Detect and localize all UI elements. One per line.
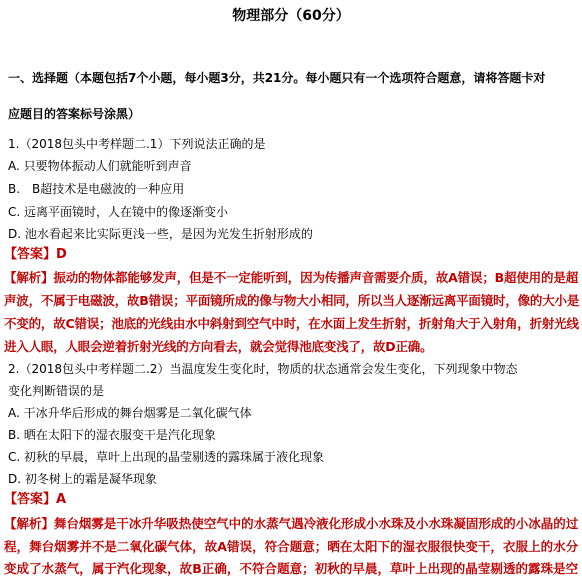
question-1-option-c: C. 远离平面镜时，人在镜中的像逐渐变小: [8, 205, 229, 219]
question-1-option-b: B. B超技术是电磁波的一种应用: [8, 182, 185, 196]
question-2-option-a: A. 干冰升华后形成的舞台烟雾是二氧化碳气体: [8, 406, 252, 420]
question-1-explanation-line: 声波，不属于电磁波，故B错误；平面镜所成的像与物大小相同，所以当人逐渐远离平面镜时，像的大小是: [4, 293, 580, 308]
question-2-answer: 【答案】A: [4, 492, 67, 507]
question-2-option-d: D. 初冬树上的霜是凝华现象: [8, 472, 157, 486]
question-1-explanation-line: 不变的，故C错误；池底的光线由水中斜射到空气中时，在水面上发生折射，折射角大于入射角，折射光线: [4, 316, 579, 331]
question-1-option-d: D. 池水看起来比实际更浅一些，是因为光发生折射形成的: [8, 227, 313, 241]
section-heading-line-2: 应题目的答案标号涂黑）: [8, 107, 141, 121]
question-1-option-a: A. 只要物体振动人们就能听到声音: [8, 159, 192, 173]
question-1-stem: 1.（2018包头中考样题二.1）下列说法正确的是: [8, 137, 266, 151]
question-2-option-c: C. 初秋的早晨，草叶上出现的晶莹剔透的露珠属于液化现象: [8, 450, 325, 464]
question-2-explanation-line: 程，舞台烟雾并不是二氧化碳气体，故A错误，符合题意；晒在太阳下的湿衣服很快变干，衣服上的水分: [4, 539, 578, 554]
question-2-stem: 2.（2018包头中考样题二.2）当温度发生变化时，物质的状态通常会发生变化，下列现象中物态: [8, 362, 518, 376]
question-2-option-b: B. 晒在太阳下的湿衣服变干是汽化现象: [8, 428, 216, 442]
question-2-explanation-line: 变成了水蒸气，属于汽化现象，故B正确，不符合题意；初秋的早晨，草叶上出现的晶莹剔透的露珠是空: [4, 561, 578, 576]
page-title: 物理部分（60分）: [232, 8, 350, 24]
question-1-answer: 【答案】D: [4, 247, 67, 262]
section-heading-line-1: 一、选择题（本题包括7个小题，每小题3分，共21分。每小题只有一个选项符合题意，请将答题卡对: [8, 71, 546, 85]
question-1-explanation-line: 进入人眼，人眼会逆着折射光线的方向看去，就会觉得池底变浅了，故D正确。: [4, 339, 433, 354]
question-2-explanation-line: 【解析】舞台烟雾是干冰升华吸热使空气中的水蒸气遇冷液化形成小水珠及小水珠凝固形成的小冰晶的过: [4, 516, 578, 531]
question-2-stem-continued: 变化判断错误的是: [8, 384, 105, 398]
question-1-explanation-line: 【解析】振动的物体都能够发声，但是不一定能听到，因为传播声音需要介质，故A错误；B超使用的是超: [4, 270, 578, 285]
